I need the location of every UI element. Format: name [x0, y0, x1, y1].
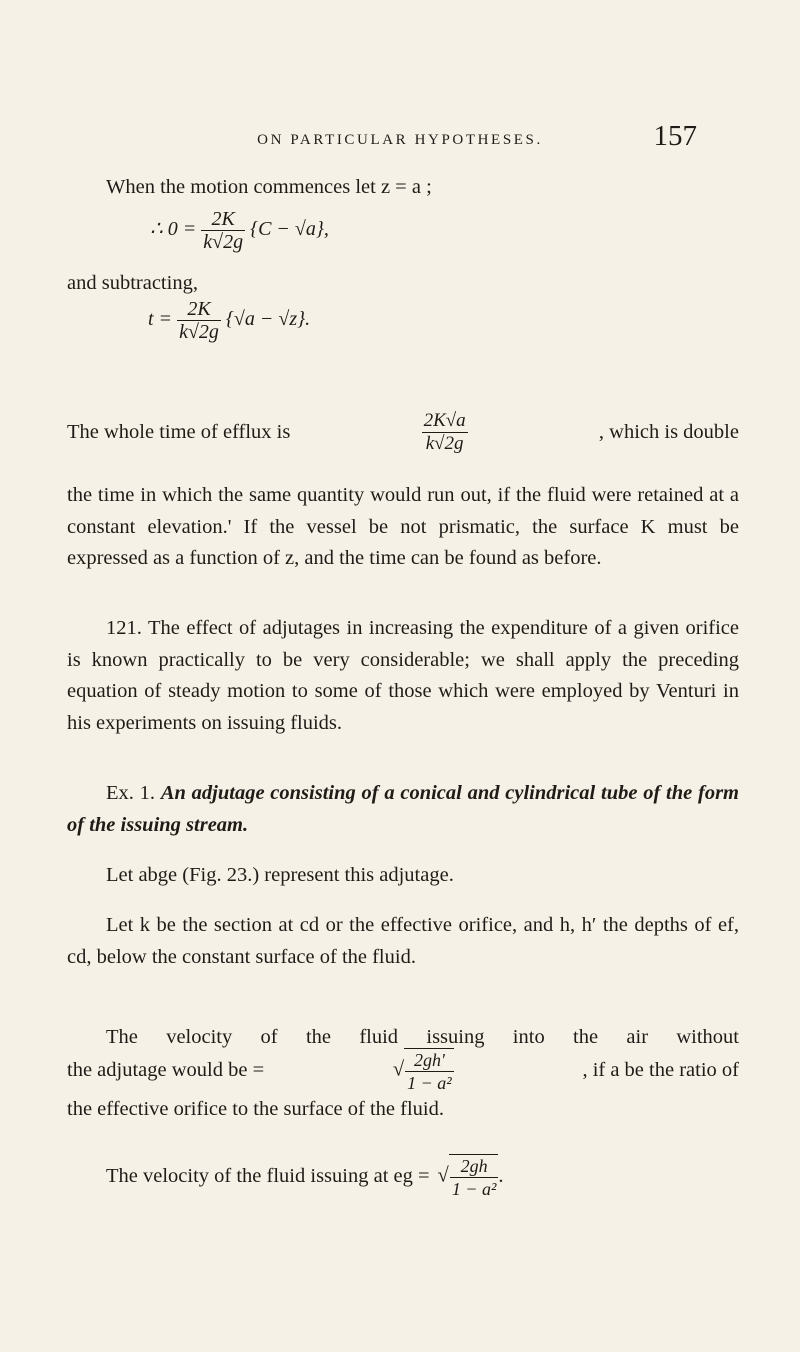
equation-2 [148, 298, 310, 343]
eq2-denominator: k√2g [179, 321, 219, 343]
paragraph-velocity-eg [67, 1154, 739, 1198]
eq1-lhs: ∴ 0 = [150, 218, 197, 241]
running-head: ON PARTICULAR HYPOTHESES. [257, 132, 543, 148]
example-1-title: An adjutage consisting of a conical and cylindrical tube of the form of the issuing stream. [67, 782, 739, 836]
eq2-fraction [177, 298, 221, 343]
motion-commences-line: When the motion commences let z = a ; [106, 176, 432, 198]
velocity-air-line3: the effective orifice to the surface of the fluid. [67, 1098, 444, 1120]
velocity-eg-sqrt-denominator: 1 − a² [451, 1179, 497, 1199]
velocity-eg-sqrt-numerator: 2gh [460, 1156, 488, 1176]
efflux-numerator: 2K√a [423, 410, 466, 431]
eq1-rest: {C − √a}, [250, 218, 329, 241]
efflux-continued-text: the time in which the same quantity would run out, if the fluid were retained at a constant elevation.' If the vessel be not prismatic, the surface K must be expressed as a function of z, and the time can be found as before. [67, 484, 739, 569]
equation-1 [150, 208, 329, 253]
velocity-air-before: the adjutage would be = [67, 1059, 265, 1082]
let-k-text: Let k be the section at cd or the effective orifice, and h, h′ the depths of ef, cd, below the constant surface of the fluid. [67, 914, 739, 968]
velocity-eg-sqrt: √ $\frac{2gh}{\text{1 − a²}}$ [437, 1156, 497, 1199]
efflux-before: The whole time of efflux is [67, 420, 291, 443]
eq2-numerator: 2K [187, 298, 211, 320]
velocity-air-line2 [67, 1048, 739, 1092]
let-abge-text: Let abge (Fig. 23.) represent this adjutage. [106, 864, 454, 886]
paragraph-motion-commences [67, 172, 739, 204]
velocity-air-sqrt: √ $\frac{2gh'}{\text{1 − a²}}$ [392, 1050, 452, 1093]
efflux-denominator: k√2g [422, 432, 468, 455]
efflux-fraction [422, 410, 468, 455]
example-1 [67, 778, 739, 841]
eq1-numerator: 2K [211, 208, 235, 230]
paragraph-121 [67, 613, 739, 739]
example-1-line [67, 778, 739, 841]
paragraph-let-k [67, 910, 739, 973]
velocity-air-line1: The velocity of the fluid issuing into the air without [106, 1026, 739, 1048]
velocity-eg-after: . [498, 1165, 504, 1188]
example-1-label: Ex. 1. [106, 782, 156, 804]
subtracting-line: and subtracting, [67, 272, 198, 294]
paragraph-121-text: 121. The effect of adjutages in increasing the expenditure of a given orifice is known practically to be very considerable; we shall apply the preceding equation of steady motion to some of those which were employed by Venturi in his experiments on issuing fluids. [67, 617, 739, 734]
eq2-lhs: t = [148, 308, 173, 331]
efflux-after: , which is double [598, 420, 739, 443]
eq2-rest: {√a − √z}. [225, 308, 311, 331]
page-header [0, 118, 800, 158]
eq1-fraction [201, 208, 245, 253]
efflux-line [67, 410, 739, 454]
velocity-air-sqrt-numerator: 2gh′ [413, 1050, 445, 1070]
eq1-denominator: k√2g [203, 231, 244, 253]
paragraph-let-abge [67, 860, 739, 892]
velocity-air-after: , if a be the ratio of [582, 1059, 739, 1082]
paragraph-subtracting [67, 268, 739, 300]
page-number: 157 [653, 120, 697, 152]
velocity-air-line3-wrap [67, 1094, 739, 1126]
velocity-air-sqrt-denominator: 1 − a² [407, 1073, 452, 1093]
paragraph-efflux-continued [67, 480, 739, 575]
velocity-eg-before: The velocity of the fluid issuing at eg = [106, 1165, 430, 1188]
